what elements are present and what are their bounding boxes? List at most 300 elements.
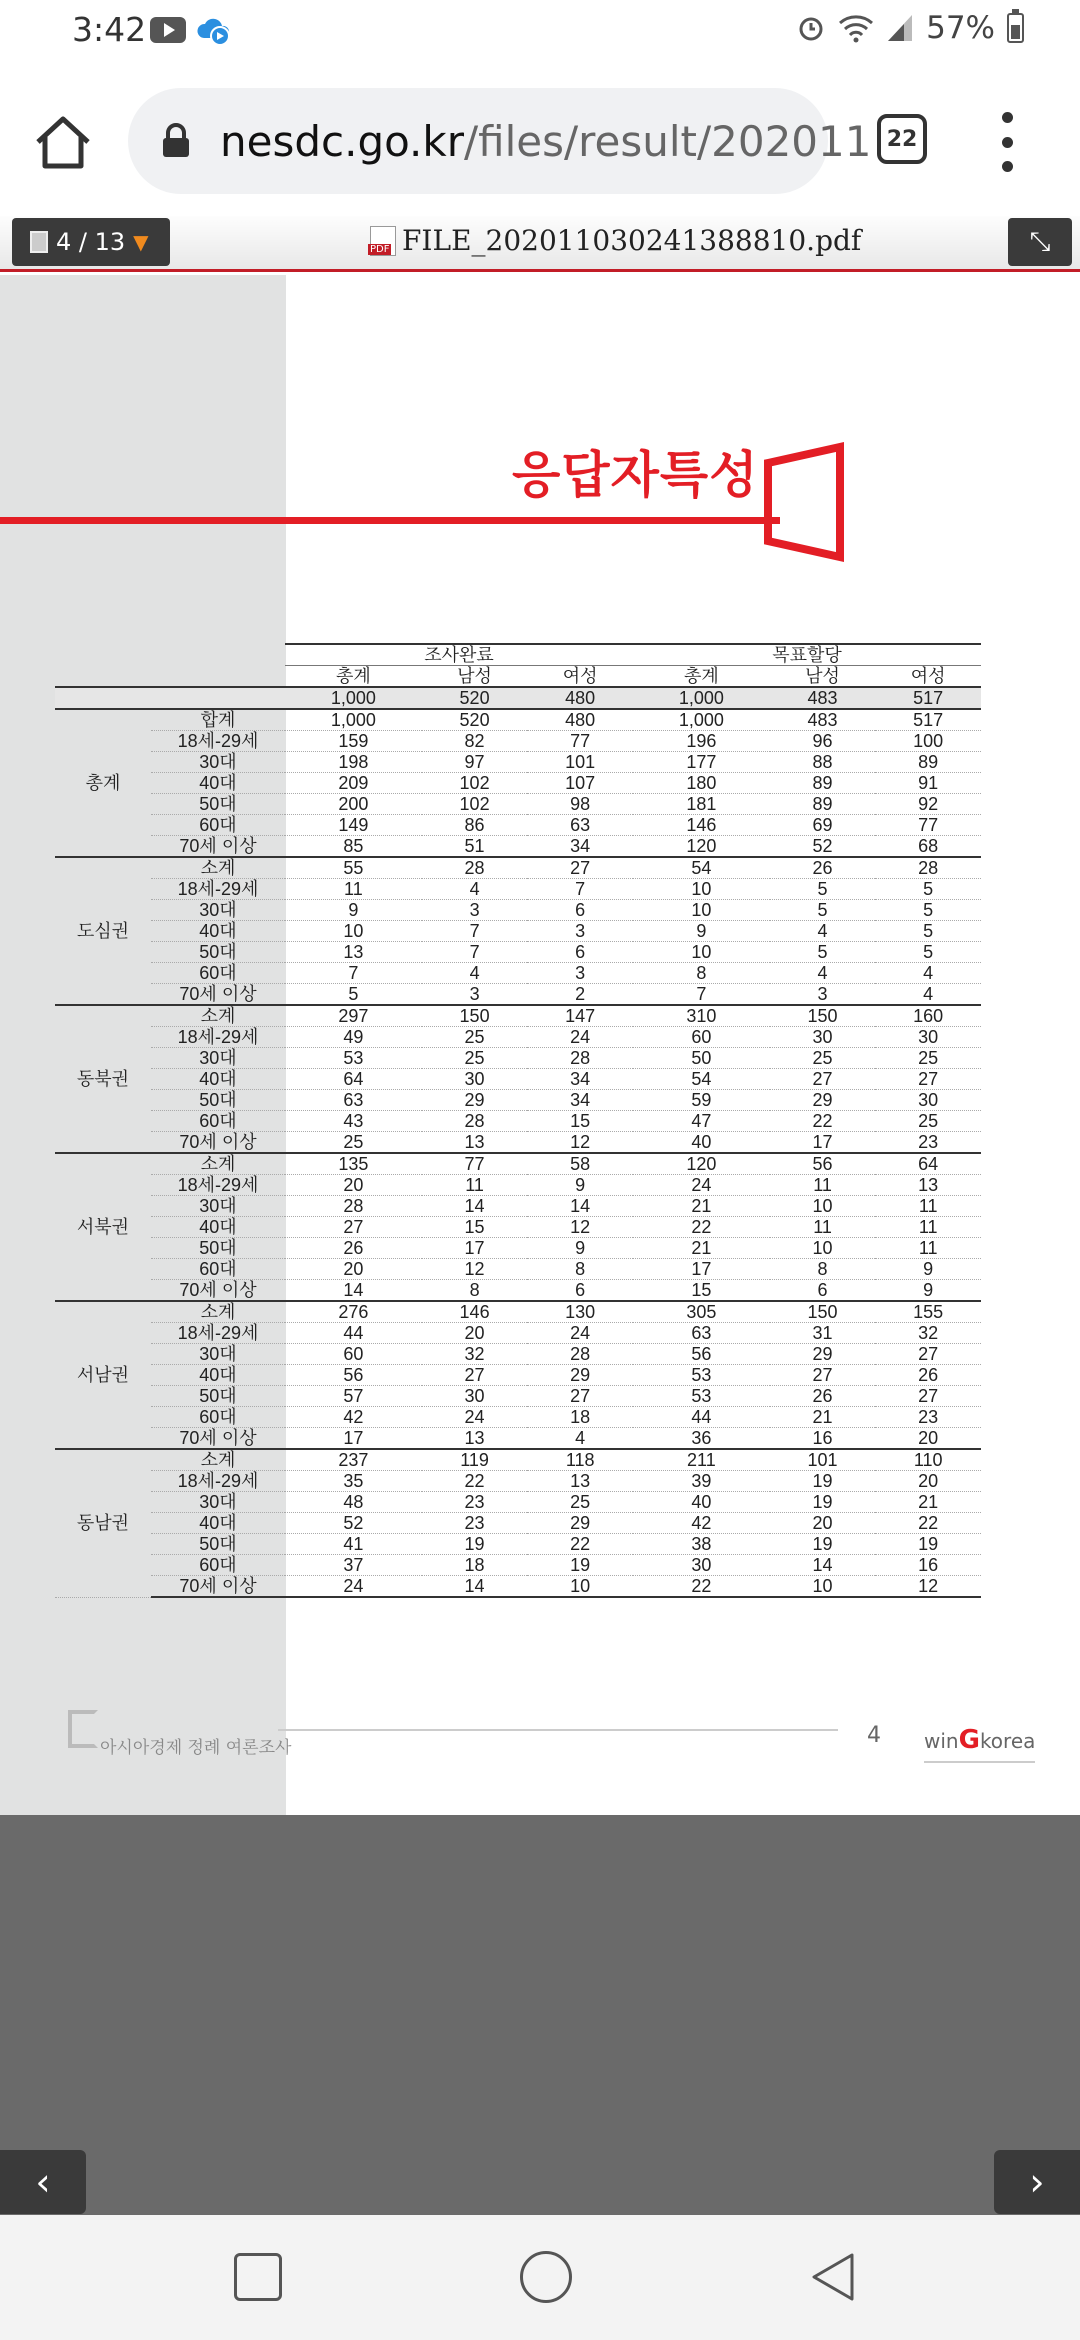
- table-cell: 20: [875, 1471, 981, 1492]
- page-selector[interactable]: [12, 218, 170, 266]
- table-cell: 77: [875, 815, 981, 836]
- table-cell: 180: [633, 773, 770, 794]
- row-label: 40대: [151, 1069, 285, 1090]
- table-cell: 5: [875, 921, 981, 942]
- table-cell: 34: [527, 1090, 633, 1111]
- table-cell: 24: [633, 1175, 770, 1196]
- table-cell: 11: [285, 879, 422, 900]
- row-label: 60대: [151, 963, 285, 984]
- table-cell: 237: [285, 1449, 422, 1471]
- column-header: 총계: [335, 666, 371, 686]
- row-label: 18세-29세: [151, 1323, 285, 1344]
- dropdown-arrow-icon: ▼: [133, 230, 149, 254]
- table-row: [55, 1175, 981, 1196]
- table-cell: 5: [770, 900, 876, 921]
- table-cell: 150: [422, 1005, 528, 1027]
- table-cell: 5: [875, 900, 981, 921]
- column-header: 여성: [910, 666, 946, 686]
- table-row: [55, 1069, 981, 1090]
- table-cell: 15: [422, 1217, 528, 1238]
- table-cell: 25: [527, 1492, 633, 1513]
- table-cell: 30: [422, 1069, 528, 1090]
- page-heading: 응답자특성: [512, 446, 759, 504]
- table-cell: 22: [527, 1534, 633, 1555]
- region-label: 도심권: [55, 857, 151, 1005]
- table-cell: 42: [633, 1513, 770, 1534]
- table-cell: 34: [527, 1069, 633, 1090]
- row-label: 50대: [151, 1090, 285, 1111]
- table-row: [55, 1132, 981, 1154]
- table-cell: 11: [770, 1175, 876, 1196]
- next-page-button[interactable]: ›: [994, 2150, 1080, 2214]
- table-cell: 25: [422, 1027, 528, 1048]
- table-row: [55, 1048, 981, 1069]
- table-cell: 53: [633, 1365, 770, 1386]
- pdf-file-name: FILE_202011030241388810.pdf: [402, 224, 862, 257]
- table-cell: 7: [633, 984, 770, 1006]
- fullscreen-button[interactable]: ⤡: [1008, 218, 1072, 266]
- back-button[interactable]: [808, 2251, 858, 2303]
- table-cell: 28: [422, 1111, 528, 1132]
- region-label: 서남권: [55, 1301, 151, 1449]
- table-cell: 13: [285, 942, 422, 963]
- brand-part: korea: [979, 1729, 1036, 1753]
- table-row: [55, 1407, 981, 1428]
- table-cell: 13: [875, 1175, 981, 1196]
- row-label: 60대: [151, 1407, 285, 1428]
- table-cell: 48: [285, 1492, 422, 1513]
- table-cell: 10: [527, 1576, 633, 1598]
- battery-icon: [1007, 13, 1024, 43]
- row-label: 30대: [151, 1048, 285, 1069]
- table-cell: 19: [422, 1534, 528, 1555]
- table-cell: 7: [422, 942, 528, 963]
- row-label: 소계: [151, 857, 285, 879]
- table-row: [55, 857, 981, 879]
- table-cell: 69: [770, 815, 876, 836]
- table-cell: 82: [422, 731, 528, 752]
- row-label: 소계: [151, 1005, 285, 1027]
- table-cell: 20: [770, 1513, 876, 1534]
- table-cell: 8: [633, 963, 770, 984]
- table-cell: 14: [770, 1555, 876, 1576]
- table-cell: 12: [527, 1217, 633, 1238]
- table-cell: 6: [527, 1280, 633, 1302]
- table-cell: 68: [875, 836, 981, 858]
- table-cell: 26: [770, 1386, 876, 1407]
- table-cell: 89: [770, 794, 876, 815]
- table-cell: 4: [422, 963, 528, 984]
- row-label: 50대: [151, 1238, 285, 1259]
- table-cell: 28: [422, 857, 528, 879]
- table-row: [55, 773, 981, 794]
- table-row: [55, 752, 981, 773]
- table-cell: 34: [527, 836, 633, 858]
- brand-part: win: [924, 1729, 959, 1753]
- table-cell: 27: [875, 1386, 981, 1407]
- table-row: [55, 1576, 981, 1598]
- table-row: [55, 921, 981, 942]
- table-cell: 305: [633, 1301, 770, 1323]
- table-cell: 28: [285, 1196, 422, 1217]
- table-cell: 1,000: [285, 709, 422, 731]
- recent-apps-button[interactable]: [234, 2253, 282, 2301]
- table-cell: 57: [285, 1386, 422, 1407]
- table-cell: 10: [633, 900, 770, 921]
- tab-switcher-button[interactable]: 22: [877, 114, 927, 164]
- viewer-background: [0, 1815, 1080, 2215]
- table-cell: 11: [875, 1238, 981, 1259]
- table-cell: 56: [770, 1153, 876, 1175]
- row-label: 40대: [151, 773, 285, 794]
- table-row: [55, 1196, 981, 1217]
- row-label: 60대: [151, 1555, 285, 1576]
- table-cell: 101: [770, 1449, 876, 1471]
- row-label: 70세 이상: [151, 1132, 285, 1154]
- row-label: 소계: [151, 1449, 285, 1471]
- column-header: 총계: [683, 666, 719, 686]
- table-cell: 20: [422, 1323, 528, 1344]
- table-cell: 4: [875, 984, 981, 1006]
- table-cell: 3: [422, 900, 528, 921]
- table-cell: 10: [285, 921, 422, 942]
- group-header: 조사완료: [285, 644, 633, 666]
- table-cell: 38: [633, 1534, 770, 1555]
- table-cell: 4: [422, 879, 528, 900]
- table-cell: 149: [285, 815, 422, 836]
- status-bar: [0, 0, 1080, 66]
- row-label: 60대: [151, 1111, 285, 1132]
- table-cell: 23: [875, 1132, 981, 1154]
- table-cell: 160: [875, 1005, 981, 1027]
- table-cell: 198: [285, 752, 422, 773]
- table-cell: 20: [285, 1259, 422, 1280]
- table-cell: 49: [285, 1027, 422, 1048]
- table-cell: 13: [527, 1471, 633, 1492]
- table-cell: 92: [875, 794, 981, 815]
- table-cell: 4: [770, 921, 876, 942]
- table-cell: 30: [875, 1090, 981, 1111]
- row-label: 18세-29세: [151, 1175, 285, 1196]
- table-cell: 27: [527, 1386, 633, 1407]
- table-cell: 28: [875, 857, 981, 879]
- table-cell: 8: [770, 1259, 876, 1280]
- table-row: [55, 1027, 981, 1048]
- table-cell: 77: [527, 731, 633, 752]
- table-cell: 27: [770, 1069, 876, 1090]
- table-cell: 19: [875, 1534, 981, 1555]
- column-header: 남성: [805, 666, 840, 686]
- table-cell: 20: [875, 1428, 981, 1450]
- table-cell: 14: [527, 1196, 633, 1217]
- row-label: 40대: [151, 1513, 285, 1534]
- table-cell: 19: [527, 1555, 633, 1576]
- table-cell: 24: [422, 1407, 528, 1428]
- table-row: [55, 1238, 981, 1259]
- table-cell: 14: [285, 1280, 422, 1302]
- pdf-file-icon: [370, 226, 396, 256]
- row-label: 40대: [151, 1217, 285, 1238]
- table-cell: 14: [422, 1196, 528, 1217]
- table-cell: 18: [422, 1555, 528, 1576]
- table-cell: 17: [770, 1132, 876, 1154]
- table-cell: 56: [633, 1344, 770, 1365]
- signal-icon: [886, 13, 914, 43]
- total-cell: 520: [422, 687, 528, 709]
- heading-decoration: [764, 443, 844, 561]
- pdf-page: [0, 275, 1080, 1815]
- table-cell: 3: [422, 984, 528, 1006]
- row-label: 30대: [151, 900, 285, 921]
- more-options-icon[interactable]: [992, 112, 1022, 172]
- table-cell: 60: [633, 1027, 770, 1048]
- home-button[interactable]: [520, 2251, 572, 2303]
- table-cell: 91: [875, 773, 981, 794]
- table-cell: 10: [770, 1196, 876, 1217]
- table-cell: 120: [633, 836, 770, 858]
- table-cell: 96: [770, 731, 876, 752]
- table-row: [55, 984, 981, 1006]
- table-cell: 52: [285, 1513, 422, 1534]
- table-cell: 56: [285, 1365, 422, 1386]
- table-cell: 60: [285, 1344, 422, 1365]
- table-cell: 47: [633, 1111, 770, 1132]
- table-cell: 30: [770, 1027, 876, 1048]
- table-row: [55, 815, 981, 836]
- table-cell: 27: [875, 1069, 981, 1090]
- table-cell: 89: [875, 752, 981, 773]
- table-cell: 88: [770, 752, 876, 773]
- row-label: 50대: [151, 1534, 285, 1555]
- table-cell: 17: [422, 1238, 528, 1259]
- table-cell: 2: [527, 984, 633, 1006]
- table-cell: 22: [875, 1513, 981, 1534]
- table-cell: 1,000: [633, 709, 770, 731]
- table-cell: 30: [875, 1027, 981, 1048]
- table-cell: 130: [527, 1301, 633, 1323]
- document-icon: [30, 231, 48, 253]
- table-cell: 9: [527, 1175, 633, 1196]
- table-cell: 64: [875, 1153, 981, 1175]
- table-cell: 6: [527, 900, 633, 921]
- region-label: 동남권: [55, 1449, 151, 1597]
- row-label: 30대: [151, 1344, 285, 1365]
- table-cell: 19: [770, 1492, 876, 1513]
- table-cell: 155: [875, 1301, 981, 1323]
- previous-page-button[interactable]: ‹: [0, 2150, 86, 2214]
- table-cell: 517: [875, 709, 981, 731]
- table-cell: 9: [875, 1280, 981, 1302]
- table-cell: 181: [633, 794, 770, 815]
- table-cell: 25: [875, 1048, 981, 1069]
- table-cell: 43: [285, 1111, 422, 1132]
- grand-total-row: [55, 687, 981, 709]
- table-cell: 10: [633, 879, 770, 900]
- table-cell: 25: [770, 1048, 876, 1069]
- footer-rule: [278, 1729, 838, 1731]
- table-cell: 10: [770, 1576, 876, 1598]
- table-cell: 9: [633, 921, 770, 942]
- table-cell: 24: [285, 1576, 422, 1598]
- table-cell: 27: [527, 857, 633, 879]
- table-row: [55, 709, 981, 731]
- table-cell: 5: [770, 879, 876, 900]
- table-cell: 5: [875, 879, 981, 900]
- total-cell: 480: [527, 687, 633, 709]
- heading-rule: [0, 517, 780, 524]
- table-cell: 177: [633, 752, 770, 773]
- table-cell: 7: [422, 921, 528, 942]
- table-row: [55, 1471, 981, 1492]
- region-label: 동북권: [55, 1005, 151, 1153]
- address-bar[interactable]: [128, 88, 872, 194]
- table-cell: 211: [633, 1449, 770, 1471]
- table-cell: 36: [633, 1428, 770, 1450]
- table-cell: 4: [527, 1428, 633, 1450]
- table-cell: 483: [770, 709, 876, 731]
- table-row: [55, 1005, 981, 1027]
- table-row: [55, 1534, 981, 1555]
- table-cell: 86: [422, 815, 528, 836]
- table-cell: 58: [527, 1153, 633, 1175]
- column-header: 여성: [562, 666, 598, 686]
- row-label: 70세 이상: [151, 1428, 285, 1450]
- group-header: 목표할당: [633, 644, 981, 666]
- footer-brand: [924, 1725, 1035, 1763]
- table-cell: 310: [633, 1005, 770, 1027]
- table-cell: 196: [633, 731, 770, 752]
- total-cell: 1,000: [633, 687, 770, 709]
- table-cell: 21: [633, 1238, 770, 1259]
- table-cell: 85: [285, 836, 422, 858]
- table-cell: 5: [875, 942, 981, 963]
- table-cell: 98: [527, 794, 633, 815]
- region-label: 총계: [55, 709, 151, 857]
- table-cell: 29: [527, 1365, 633, 1386]
- table-cell: 5: [770, 942, 876, 963]
- table-row: [55, 1217, 981, 1238]
- table-cell: 19: [770, 1534, 876, 1555]
- table-row: [55, 900, 981, 921]
- table-cell: 40: [633, 1132, 770, 1154]
- table-cell: 10: [770, 1238, 876, 1259]
- table-cell: 200: [285, 794, 422, 815]
- table-cell: 146: [422, 1301, 528, 1323]
- table-cell: 25: [875, 1111, 981, 1132]
- table-row: [55, 1386, 981, 1407]
- footer-logo: [68, 1710, 98, 1748]
- row-label: 50대: [151, 1386, 285, 1407]
- table-cell: 118: [527, 1449, 633, 1471]
- table-cell: 63: [527, 815, 633, 836]
- table-cell: 110: [875, 1449, 981, 1471]
- table-cell: 29: [770, 1090, 876, 1111]
- table-cell: 32: [422, 1344, 528, 1365]
- total-cell: 1,000: [285, 687, 422, 709]
- table-row: [55, 1153, 981, 1175]
- home-icon[interactable]: [30, 110, 96, 176]
- table-cell: 11: [770, 1217, 876, 1238]
- table-cell: 22: [422, 1471, 528, 1492]
- table-cell: 44: [633, 1407, 770, 1428]
- table-cell: 32: [875, 1323, 981, 1344]
- cloud-upload-icon: [196, 12, 232, 48]
- table-cell: 22: [633, 1217, 770, 1238]
- page-indicator: 4 / 13: [56, 228, 126, 256]
- table-cell: 89: [770, 773, 876, 794]
- table-cell: 13: [422, 1428, 528, 1450]
- table-cell: 11: [875, 1196, 981, 1217]
- table-cell: 59: [633, 1090, 770, 1111]
- table-row: [55, 1323, 981, 1344]
- table-cell: 21: [633, 1196, 770, 1217]
- table-cell: 37: [285, 1555, 422, 1576]
- row-label: 50대: [151, 942, 285, 963]
- row-label: 70세 이상: [151, 1280, 285, 1302]
- table-cell: 22: [770, 1111, 876, 1132]
- table-row: [55, 836, 981, 858]
- table-cell: 28: [527, 1048, 633, 1069]
- table-row: [55, 963, 981, 984]
- table-cell: 147: [527, 1005, 633, 1027]
- table-cell: 8: [527, 1259, 633, 1280]
- row-label: 18세-29세: [151, 1027, 285, 1048]
- table-row: [55, 731, 981, 752]
- table-cell: 50: [633, 1048, 770, 1069]
- pdf-viewer-header: [0, 216, 1080, 272]
- table-cell: 102: [422, 794, 528, 815]
- row-label: 30대: [151, 1196, 285, 1217]
- table-cell: 24: [527, 1027, 633, 1048]
- footer-publisher: 아시아경제 정례 여론조사: [100, 1738, 292, 1758]
- table-cell: 297: [285, 1005, 422, 1027]
- row-label: 50대: [151, 794, 285, 815]
- table-row: [55, 1090, 981, 1111]
- table-cell: 520: [422, 709, 528, 731]
- table-cell: 16: [770, 1428, 876, 1450]
- table-cell: 27: [422, 1365, 528, 1386]
- table-cell: 29: [422, 1090, 528, 1111]
- table-cell: 209: [285, 773, 422, 794]
- table-cell: 13: [422, 1132, 528, 1154]
- table-cell: 7: [527, 879, 633, 900]
- table-cell: 15: [527, 1111, 633, 1132]
- table-cell: 63: [285, 1090, 422, 1111]
- alarm-icon: [796, 13, 826, 43]
- region-label: 서북권: [55, 1153, 151, 1301]
- row-label: 18세-29세: [151, 879, 285, 900]
- table-cell: 41: [285, 1534, 422, 1555]
- row-label: 60대: [151, 1259, 285, 1280]
- table-cell: 27: [770, 1365, 876, 1386]
- column-header-row: [55, 666, 981, 688]
- table-cell: 19: [770, 1471, 876, 1492]
- table-cell: 28: [527, 1344, 633, 1365]
- url-path: /files/result/202011: [464, 116, 872, 166]
- group-header-row: [55, 644, 981, 666]
- battery-percent: 57%: [926, 10, 995, 46]
- table-row: [55, 1449, 981, 1471]
- table-row: [55, 1513, 981, 1534]
- row-label: 소계: [151, 1301, 285, 1323]
- table-cell: 44: [285, 1323, 422, 1344]
- url-host: nesdc.go.kr: [220, 116, 465, 166]
- row-label: 40대: [151, 921, 285, 942]
- table-cell: 5: [285, 984, 422, 1006]
- table-cell: 14: [422, 1576, 528, 1598]
- table-cell: 9: [527, 1238, 633, 1259]
- table-cell: 17: [633, 1259, 770, 1280]
